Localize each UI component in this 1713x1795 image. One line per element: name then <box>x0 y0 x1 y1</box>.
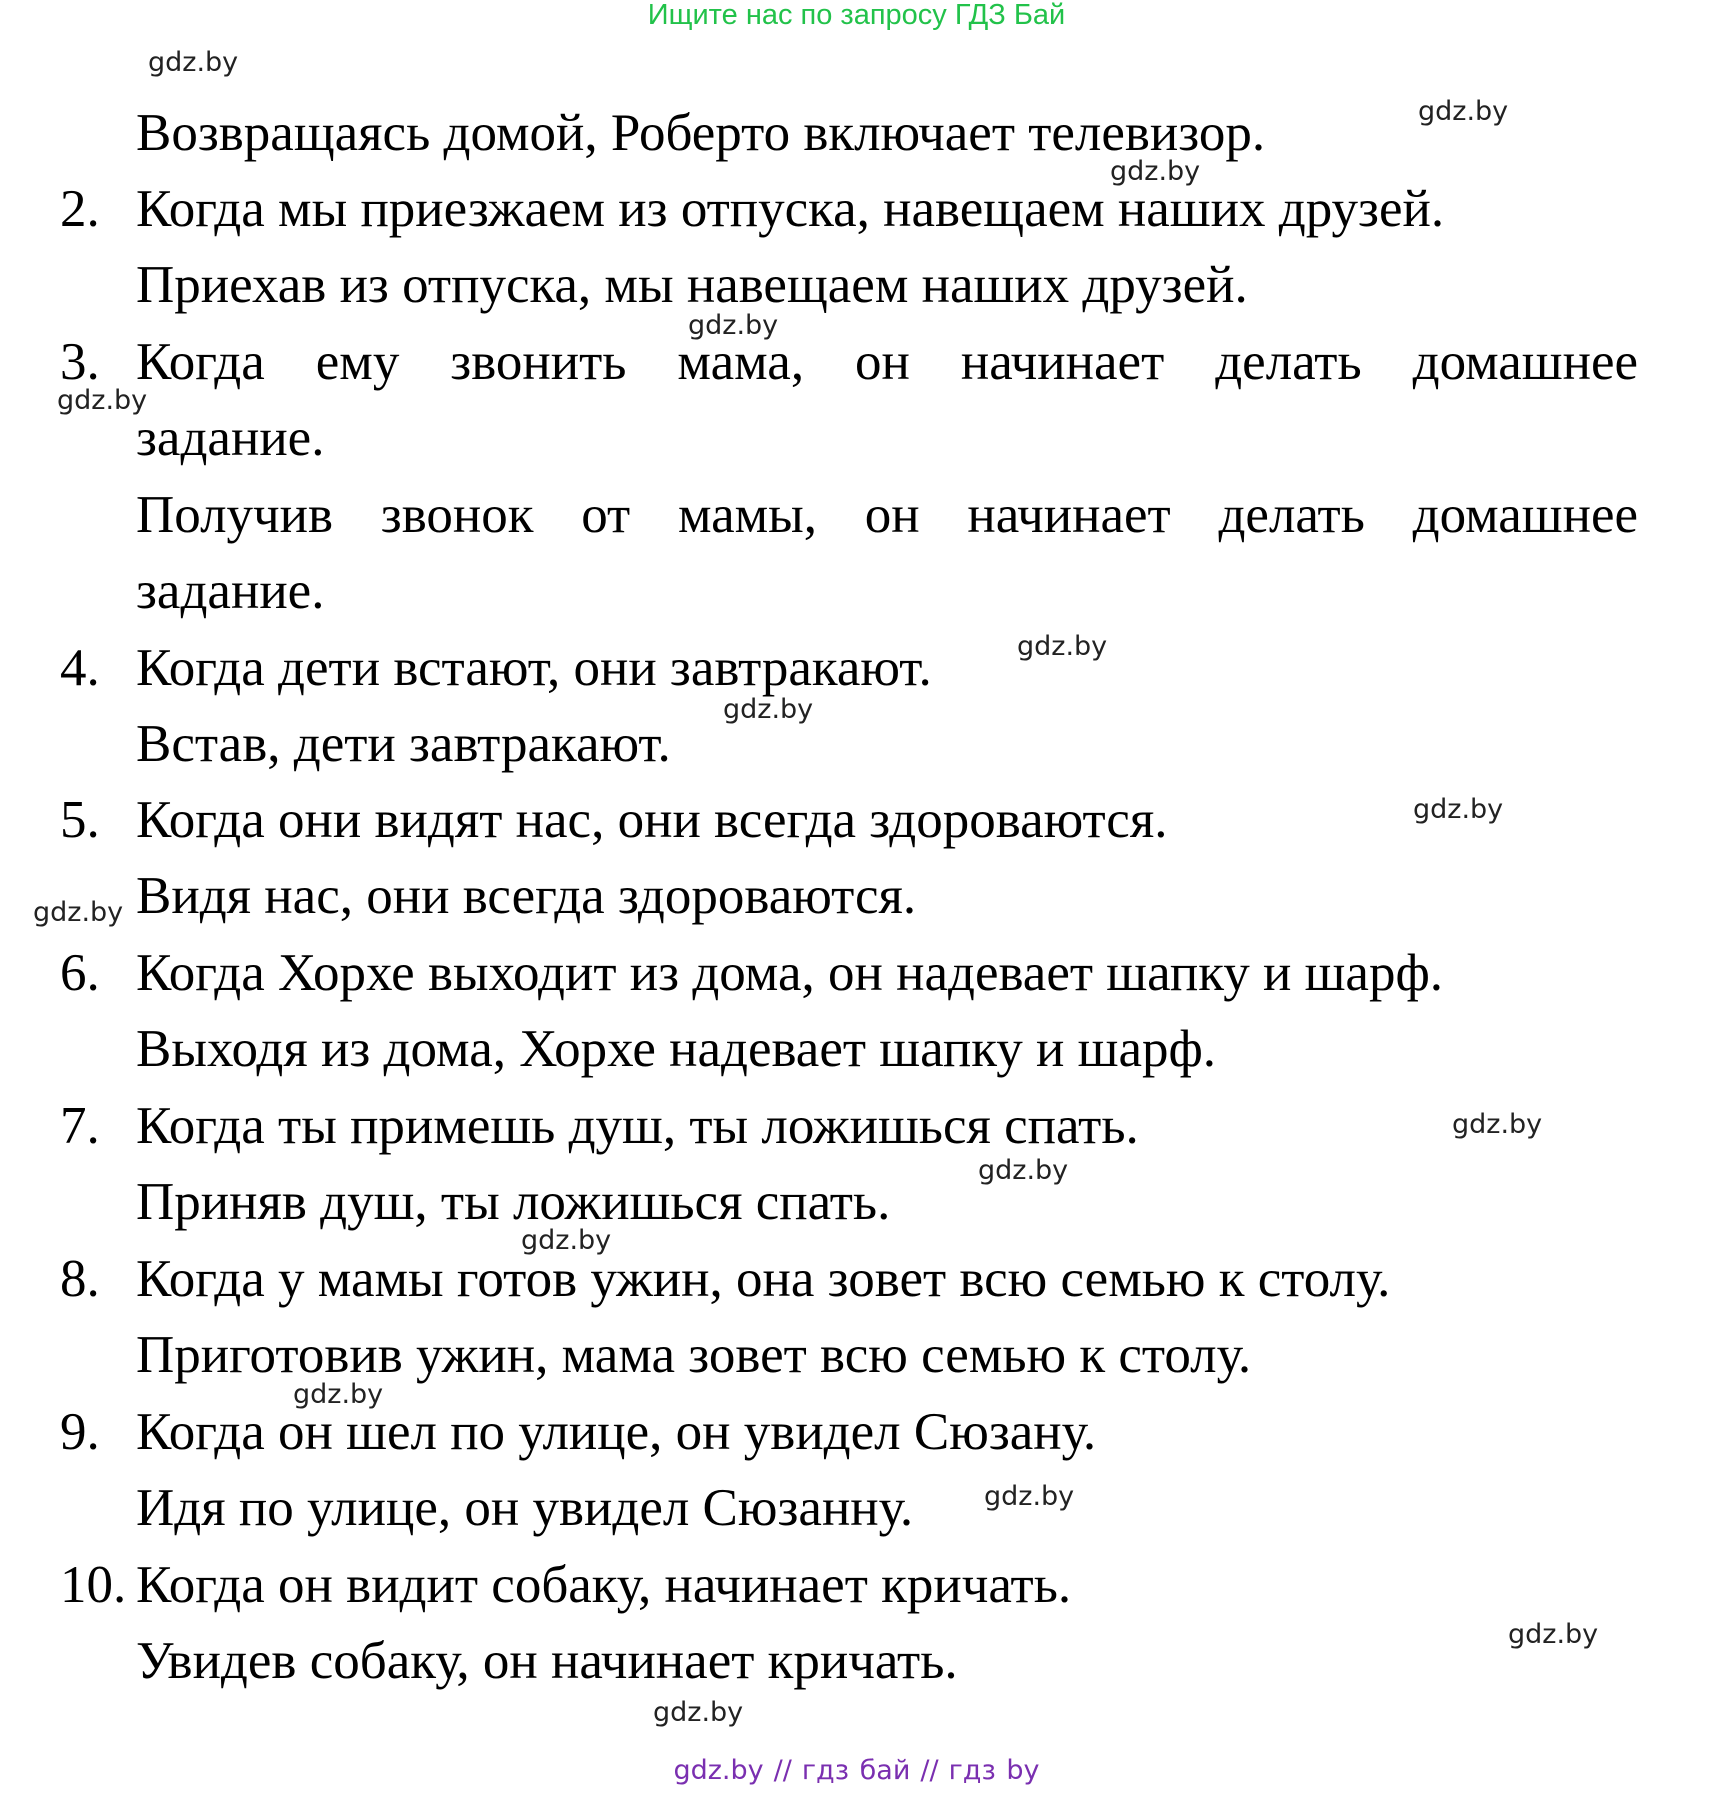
answer-3-line1: Получив звонок от мамы, он начинает делать домашнее <box>136 486 1638 544</box>
footer-link-gdz-by[interactable]: gdz.by <box>673 1755 764 1786</box>
question-9: Когда он шел по улице, он увидел Сюзану. <box>136 1403 1097 1461</box>
question-3-line1: Когда ему звонить мама, он начинает делать домашнее <box>136 333 1638 391</box>
item-number-9: 9. <box>60 1403 100 1461</box>
question-8: Когда у мамы готов ужин, она зовет всю семью к столу. <box>136 1250 1391 1308</box>
item-number-2: 2. <box>60 180 100 238</box>
item-number-4: 4. <box>60 639 100 697</box>
item-number-6: 6. <box>60 944 100 1002</box>
search-banner: Ищите нас по запросу ГДЗ Бай <box>647 0 1066 31</box>
watermark: gdz.by <box>1110 156 1201 187</box>
watermark: gdz.by <box>1413 794 1504 825</box>
question-7: Когда ты примешь душ, ты ложишься спать. <box>136 1097 1139 1155</box>
answer-10: Увидев собаку, он начинает кричать. <box>136 1632 958 1690</box>
footer-link-gdz-by-alt[interactable]: гдз by <box>948 1755 1040 1786</box>
watermark: gdz.by <box>1418 96 1509 127</box>
answer-2: Приехав из отпуска, мы навещаем наших друзей. <box>136 256 1248 314</box>
watermark: gdz.by <box>57 385 148 416</box>
watermark: gdz.by <box>33 897 124 928</box>
answer-4: Встав, дети завтракают. <box>136 715 671 773</box>
watermark: gdz.by <box>148 47 239 78</box>
answer-8: Приготовив ужин, мама зовет всю семью к столу. <box>136 1326 1252 1384</box>
answer-7: Приняв душ, ты ложишься спать. <box>136 1173 891 1231</box>
watermark: gdz.by <box>984 1481 1075 1512</box>
footer-separator: // <box>920 1755 939 1786</box>
answer-1: Возвращаясь домой, Роберто включает телевизор. <box>136 104 1266 162</box>
answer-9: Идя по улице, он увидел Сюзанну. <box>136 1479 914 1537</box>
item-number-5: 5. <box>60 791 100 849</box>
footer-links <box>0 1754 1713 1788</box>
answer-6: Выходя из дома, Хорхе надевает шапку и шарф. <box>136 1020 1217 1078</box>
watermark: gdz.by <box>653 1697 744 1728</box>
answer-3-line2: задание. <box>136 562 325 620</box>
watermark: gdz.by <box>1017 631 1108 662</box>
watermark: gdz.by <box>1508 1619 1599 1650</box>
watermark: gdz.by <box>521 1225 612 1256</box>
watermark: gdz.by <box>978 1155 1069 1186</box>
question-10: Когда он видит собаку, начинает кричать. <box>136 1556 1072 1614</box>
question-3-line2: задание. <box>136 409 325 467</box>
item-number-7: 7. <box>60 1097 100 1155</box>
watermark: gdz.by <box>293 1379 384 1410</box>
watermark: gdz.by <box>723 694 814 725</box>
item-number-10: 10. <box>60 1556 127 1614</box>
item-number-3: 3. <box>60 333 100 391</box>
question-2: Когда мы приезжаем из отпуска, навещаем наших друзей. <box>136 180 1445 238</box>
question-4: Когда дети встают, они завтракают. <box>136 639 932 697</box>
question-5: Когда они видят нас, они всегда здороваются. <box>136 791 1168 849</box>
item-number-8: 8. <box>60 1250 100 1308</box>
footer-link-gdz-bai[interactable]: гдз бай <box>801 1755 911 1786</box>
watermark: gdz.by <box>688 310 779 341</box>
question-6: Когда Хорхе выходит из дома, он надевает шапку и шарф. <box>136 944 1444 1002</box>
watermark: gdz.by <box>1452 1109 1543 1140</box>
footer-separator: // <box>773 1755 792 1786</box>
answer-5: Видя нас, они всегда здороваются. <box>136 867 917 925</box>
